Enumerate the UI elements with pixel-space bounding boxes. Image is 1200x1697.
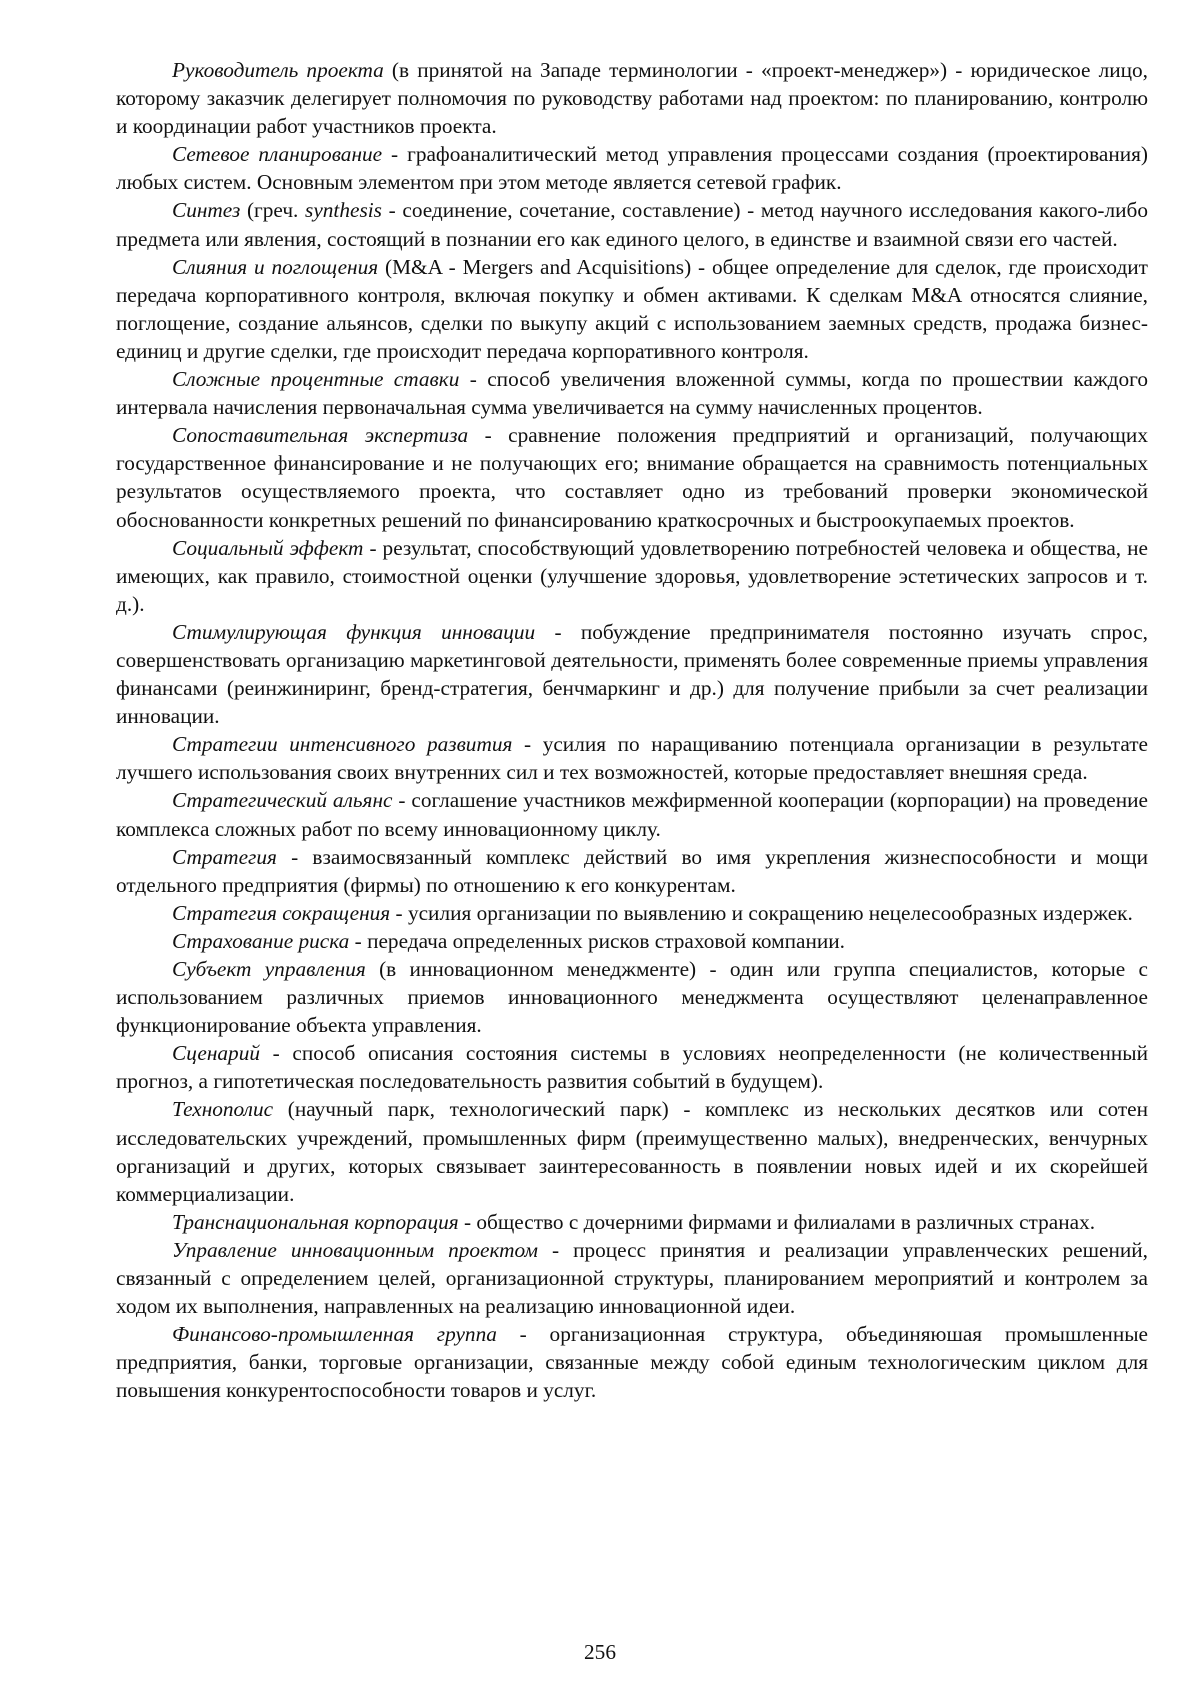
glossary-term: Сложные процентные ставки [172, 367, 460, 392]
glossary-term: Транснациональная корпорация [172, 1209, 459, 1234]
glossary-entry [116, 421, 1148, 533]
glossary-definition: - результат, способствующий удовлетворению потребностей человека и общества, не имеющих, как правило, стоимостной оценки (улучшение здоровья, удовлетворение эстетических запросов и т. д.). [116, 535, 1148, 616]
glossary-term: Стратегия сокращения [172, 900, 391, 925]
glossary-term: Стратегия [172, 844, 277, 869]
glossary-definition: - способ увеличения вложенной суммы, когда по прошествии каждого интервала начисления первоначальная сумма увеличивается на сумму начисленных процентов. [116, 367, 1149, 420]
glossary-entry [116, 927, 1148, 955]
glossary-term: Управление инновационным проектом [172, 1237, 538, 1262]
glossary-definition: (в инновационном менеджменте) - один или группа специалистов, которые с использованием различных приемов инновационного менеджмента осуществляют целенаправленное функционирование объекта управления. [116, 957, 1148, 1038]
glossary-term: Руководитель проекта [172, 58, 384, 82]
glossary-definition: - графоаналитический метод управления процессами создания (проектирования) любых систем. Основным элементом при этом методе является сетевой график. [116, 142, 1148, 195]
glossary-term: Финансово-промышленная группа [172, 1322, 497, 1347]
glossary-entry [116, 1236, 1148, 1320]
glossary-term: Страхование риска [172, 928, 350, 953]
glossary-definition: - способ описания состояния системы в условиях неопределенности (не количественный прогноз, а гипотетическая последовательность развития событий в будущем). [116, 1041, 1148, 1094]
glossary-entry [116, 730, 1148, 786]
glossary-definition: - сравнение положения предприятий и организаций, получающих государственное финансирование и не получающих его; внимание обращается на сравнимость потенциальных результатов осуществляемого проекта, что составляет одно из требований проверки экономической обоснованности конкретных решений по финансированию краткосрочных и быстроокупаемых проектов. [116, 423, 1148, 532]
entry-foreign-word: synthesis [305, 198, 382, 223]
glossary-term: Синтез [172, 198, 241, 223]
glossary-entry [116, 899, 1148, 927]
glossary-term: Стимулирующая функция инновации [172, 619, 536, 644]
glossary-term: Сценарий [172, 1041, 260, 1066]
glossary-definition: - передача определенных рисков страховой компании. [349, 928, 845, 953]
entry-lead: (греч. [240, 198, 306, 223]
glossary-term: Субъект управления [172, 957, 366, 981]
glossary-term: Технополис [172, 1097, 274, 1122]
glossary-term: Слияния и поглощения [172, 254, 379, 279]
glossary-term: Сопоставительная экспертиза [172, 423, 469, 448]
glossary-definition: (M&A - Mergers and Acquisitions) - общее определение для сделок, где происходит передача корпоративного контроля, включая покупку и обмен активами. К сделкам M&A относятся слияние, поглощение, создание альянсов, сделки по выкупу акций с использованием заемных средств, продажа бизнес-единиц и другие сделки, где происходит передача корпоративного контроля. [116, 254, 1148, 363]
glossary-term: Стратегии интенсивного развития [172, 732, 513, 757]
glossary-definition: - общество с дочерними фирмами и филиалами в различных странах. [458, 1209, 1096, 1234]
glossary-entry [116, 365, 1148, 421]
glossary-entry [116, 1095, 1148, 1207]
glossary-definition: - усилия по наращиванию потенциала организации в результате лучшего использования своих внутренних сил и тех возможностей, которые предоставляет внешняя среда. [116, 732, 1148, 785]
glossary-entry [116, 786, 1148, 842]
glossary-entry [116, 843, 1148, 899]
glossary-entry [116, 1039, 1148, 1095]
glossary-definition: (в принятой на Западе терминологии - «проект-менеджер») - юридическое лицо, которому заказчик делегирует полномочия по руководству работами над проектом: по планированию, контролю и координации работ участников проекта. [116, 58, 1148, 139]
page-number: 256 [584, 1640, 616, 1664]
glossary-definition: - организационная структура, объединяюшая промышленные предприятия, банки, торговые организации, связанные между собой единым технологическим циклом для повышения конкурентоспособности товаров и услуг. [116, 1322, 1148, 1403]
glossary-definition: - соглашение участников межфирменной кооперации (корпорации) на проведение комплекса сложных работ по всему инновационному циклу. [116, 788, 1148, 841]
glossary-entry [116, 253, 1148, 365]
glossary-entry [116, 534, 1148, 618]
glossary-entry [116, 955, 1148, 1039]
glossary-term: Социальный эффект [172, 535, 364, 560]
glossary-definition: - побуждение предпринимателя постоянно изучать спрос, совершенствовать организацию маркетинговой деятельности, применять более современные приемы управления финансами (реинжиниринг, бренд-стратегия, бенчмаркинг и др.) для получение прибыли за счет реализации инновации. [116, 619, 1148, 729]
glossary-term: Стратегический альянс [172, 788, 393, 813]
glossary-entry [116, 196, 1148, 252]
glossary-entry [116, 1208, 1148, 1236]
glossary-definition: - процесс принятия и реализации управленческих решений, связанный с определением целей, организационной структуры, планированием мероприятий и контролем за ходом их выполнения, направленных на реализацию инновационной идеи. [116, 1237, 1148, 1319]
glossary-entry [116, 618, 1148, 730]
glossary-page [116, 56, 1148, 1405]
glossary-definition: - взаимосвязанный комплекс действий во имя укрепления жизнеспособности и мощи отдельного предприятия (фирмы) по отношению к его конкурентам. [116, 844, 1148, 897]
glossary-definition: (научный парк, технологический парк) - комплекс из нескольких десятков или сотен исследовательских учреждений, промышленных фирм (преимущественно малых), внедренческих, венчурных организаций и других, которых связывает заинтересованность в появлении новых идей и их скорейшей коммерциализации. [116, 1097, 1148, 1206]
glossary-term: Сетевое планирование [172, 142, 383, 167]
glossary-entry [116, 140, 1148, 196]
glossary-entry [116, 1320, 1148, 1404]
glossary-definition: - усилия организации по выявлению и сокращению нецелесообразных издержек. [390, 900, 1133, 925]
glossary-entry [116, 56, 1148, 140]
glossary-definition: - соединение, сочетание, составление) - метод научного исследования какого-либо предмета или явления, состоящий в познании его как единого целого, в единстве и взаимной связи его частей. [116, 198, 1148, 251]
